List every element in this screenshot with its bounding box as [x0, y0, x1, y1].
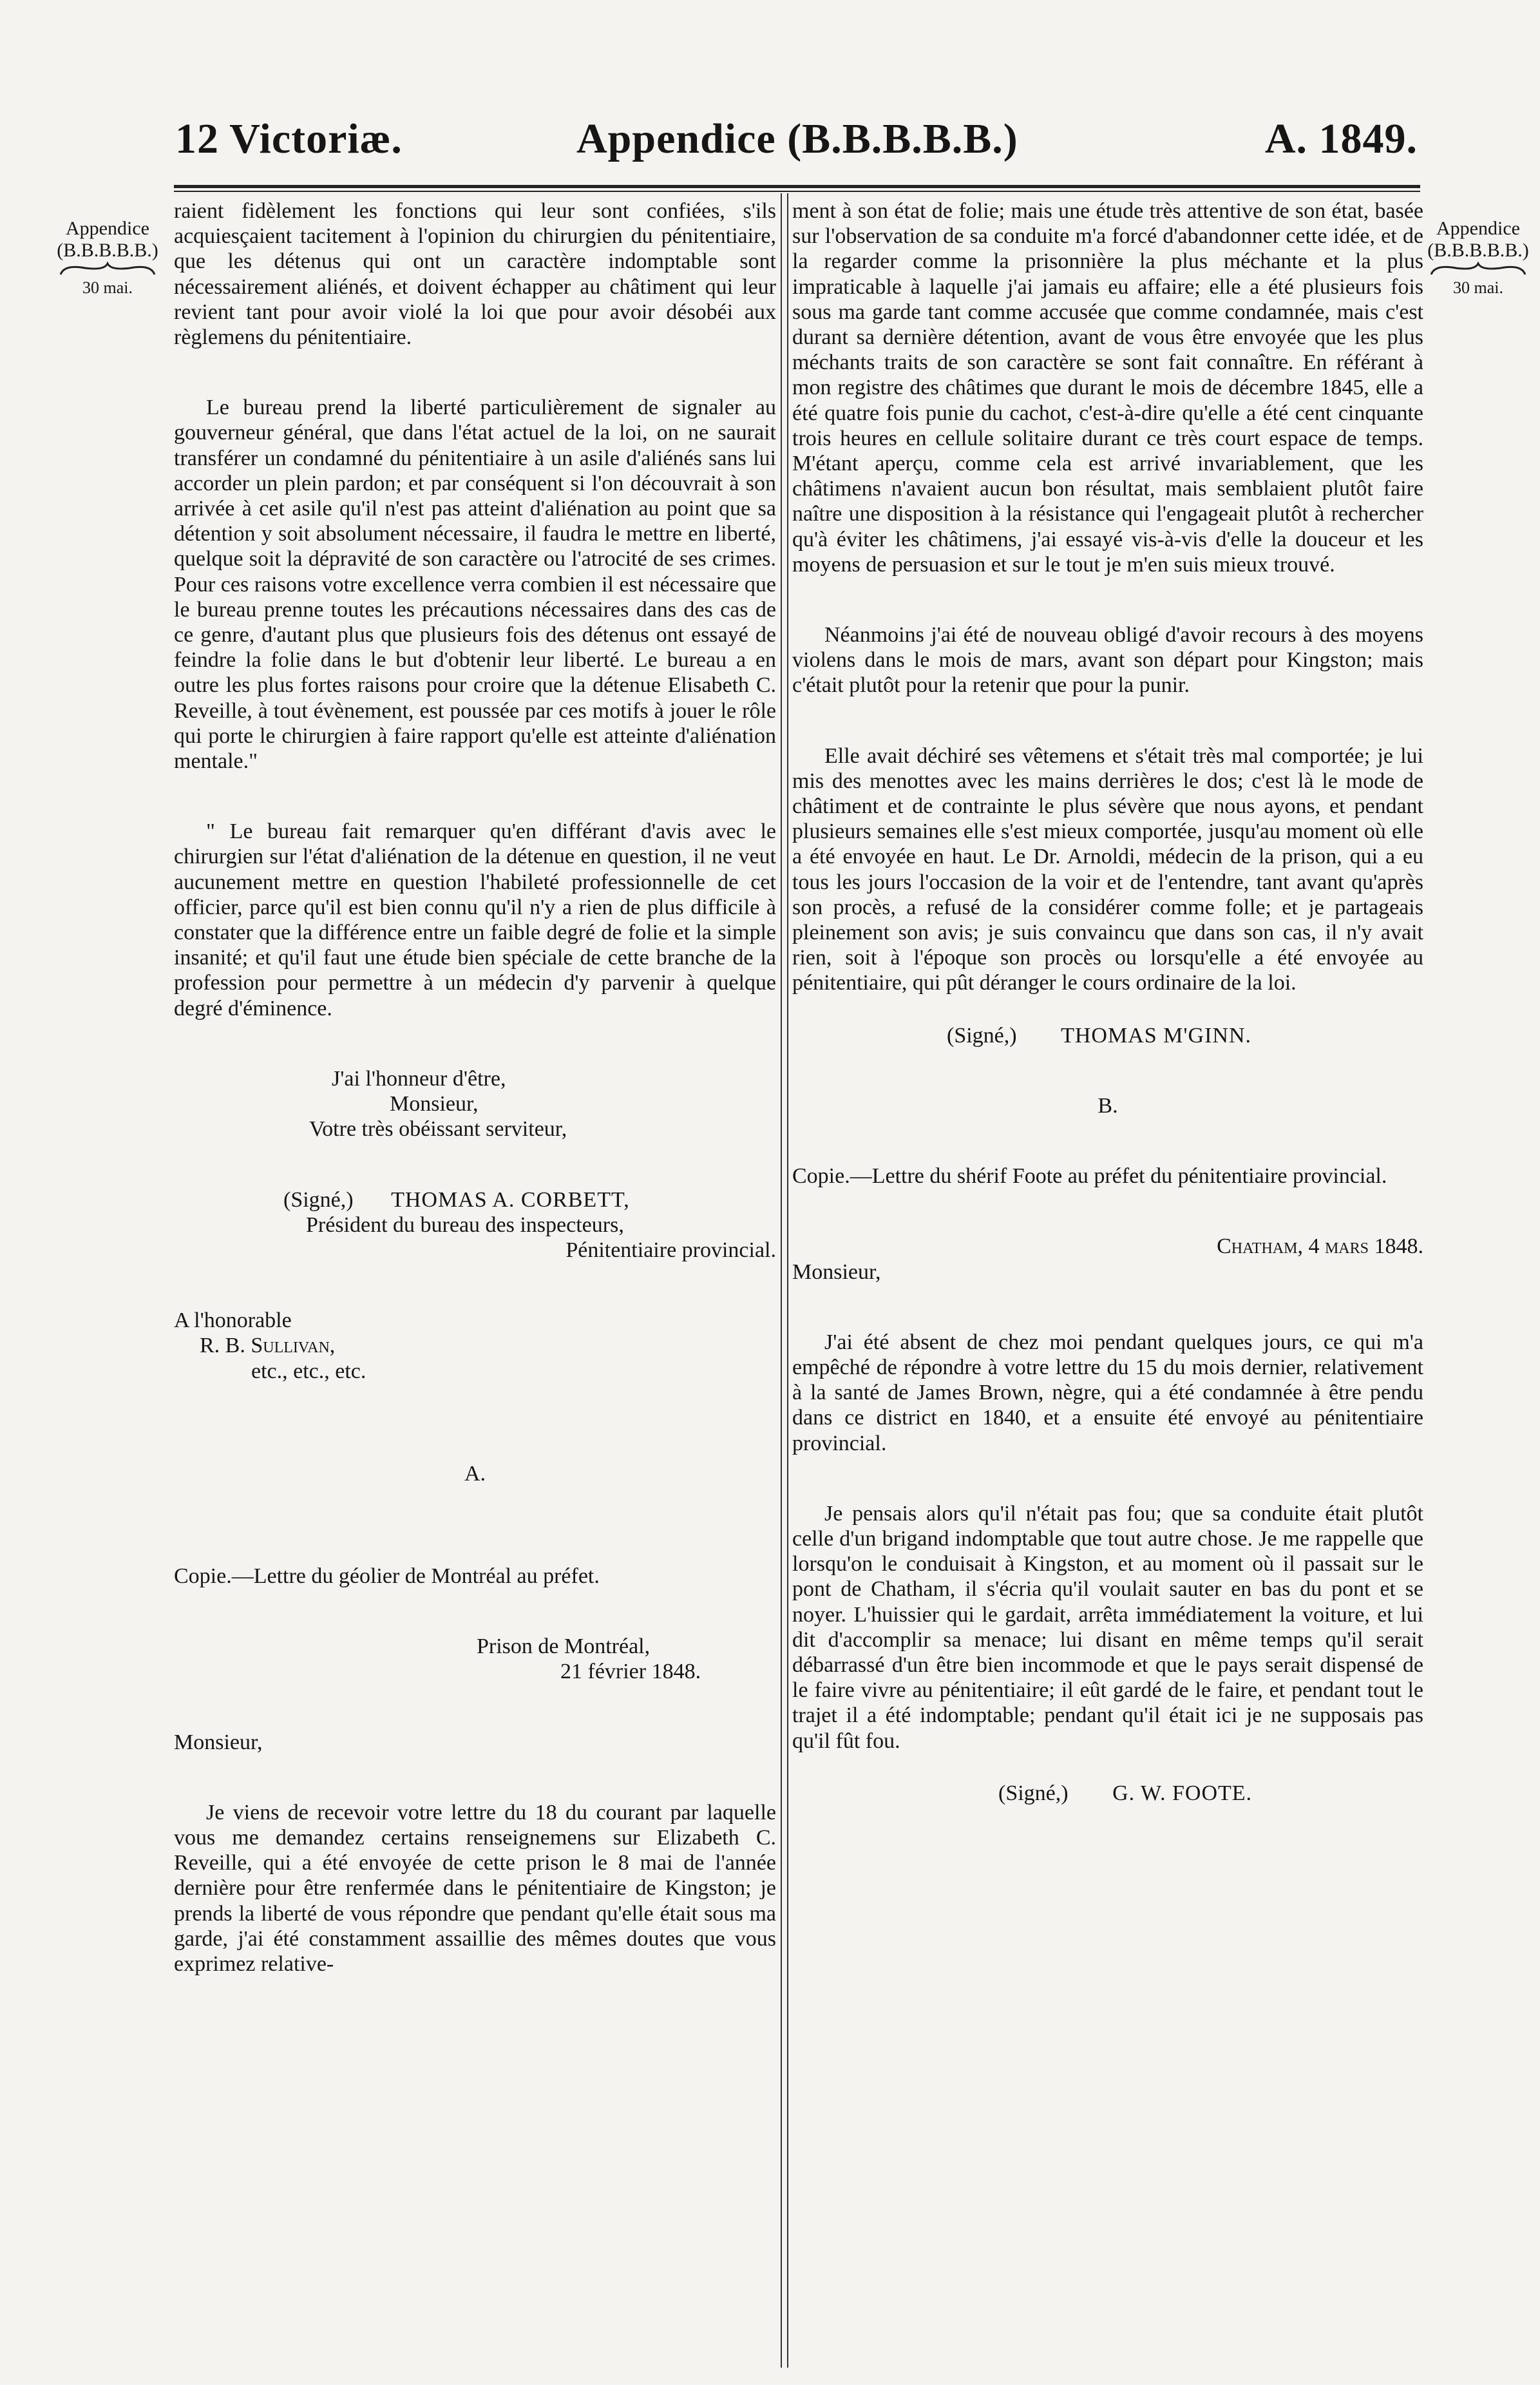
address-line: R. B. Sullivan, — [200, 1334, 336, 1358]
document-title: Copie.—Lettre du géolier de Montréal au préfet. — [174, 1564, 600, 1588]
signature-name: THOMAS A. CORBETT, — [391, 1187, 630, 1212]
paragraph: Elle avait déchiré ses vêtemens et s'était très mal comportée; je lui mis des menottes avec les mains derrières le dos; c'est là le mode de châtiment et de contrainte le plus sévère que nous ayons, et pendant plusieurs semaines elle s'est mieux comportée, jusqu'au moment où elle a été envoyée en haut. Le Dr. Arnoldi, médecin de la prison, qui a eu tous les jours l'occasion de la voir et de l'entendre, tant avant qu'après son procès, a refusé de la considérer comme folle; et je partageais pleinement son avis; je suis convaincu que dans son cas, il n'y avait rien, soit à l'époque son procès ou lorsqu'elle a été envoyée au pénitentiaire, qui pût déranger le cours ordinaire de la loi. — [792, 743, 1423, 995]
salutation: Monsieur, — [792, 1260, 881, 1284]
paragraph: Le bureau prend la liberté particulièrement de signaler au gouverneur général, que dans l'état actuel de la loi, on ne saurait transférer un condamné du pénitentiaire à un asile d'aliénés sans lui accorder un plein pardon; et par conséquent si l'on découvrait à son arrivée à cet asile qu'il n'est pas atteint d'aliénation au point que sa détention y soit absolument nécessaire, il faudra le mettre en liberté, quelque soit la dépravité de son caractère ou l'atrocité de ses crimes. Pour ces raisons votre excellence verra combien il est nécessaire que le bureau prenne toutes les précautions nécessaires dans des cas de ce genre, d'autant plus que plusieurs fois des détenus ont essayé de feindre la folie dans le but d'obtenir leur liberté. Le bureau a en outre les plus fortes raisons pour croire que la détenue Elisabeth C. Reveille, à tout évènement, est poussée par ces motifs à jouer le rôle qui porte le chirurgien à faire rapport qu'elle est atteinte d'aliénation mentale." — [174, 396, 776, 774]
signature-name: G. W. FOOTE. — [1112, 1781, 1253, 1805]
right-column — [792, 198, 1423, 1806]
paragraph: raient fidèlement les fonctions qui leur sont confiées, s'ils acquiesçaient tacitement à l'opinion du chirurgien du pénitentiaire, que les détenus qui ont un caractère indomptable sont nécessairement aliénés, et doivent échapper au châtiment qui leur revient tant pour avoir violé la loi que pour avoir désobéi aux règlemens du pénitentiaire. — [174, 199, 776, 350]
address-line: A l'honorable — [174, 1308, 292, 1333]
brace-icon — [59, 262, 156, 276]
signature-prefix: (Signé,) — [998, 1781, 1069, 1805]
margin-note-left-ref: (B.B.B.B.B.) — [57, 240, 158, 261]
section-heading: B. — [1098, 1093, 1118, 1118]
header-session: 12 Victoriæ. — [175, 115, 403, 162]
signatory-title: Pénitentiaire provincial. — [566, 1238, 776, 1262]
dateline-date: 21 février 1848. — [560, 1660, 701, 1684]
signature — [174, 1187, 776, 1212]
margin-note-right — [1417, 218, 1539, 299]
margin-note-right-date: 30 mai. — [1453, 278, 1503, 297]
address-line: etc., etc., etc. — [251, 1359, 366, 1383]
header-appendix: Appendice (B.B.B.B.B.) — [576, 115, 1018, 162]
signature-prefix: (Signé,) — [283, 1187, 354, 1212]
signature-prefix: (Signé,) — [947, 1023, 1017, 1048]
margin-note-left — [46, 218, 169, 299]
column-divider — [787, 193, 788, 2368]
signature — [792, 1023, 1423, 1048]
closing-line: J'ai l'honneur d'être, — [332, 1066, 506, 1091]
paragraph: Néanmoins j'ai été de nouveau obligé d'avoir recours à des moyens violens dans le mois de mars, avant son départ pour Kingston; mais c'était plutôt pour la retenir que pour la punir. — [792, 623, 1423, 698]
closing-line: Votre très obéissant serviteur, — [309, 1117, 567, 1142]
signature-name: THOMAS M'GINN. — [1061, 1023, 1252, 1048]
paragraph: J'ai été absent de chez moi pendant quelques jours, ce qui m'a empêché de répondre à votre lettre du 15 du mois dernier, relativement à la santé de James Brown, nègre, qui a été condamnée à être pendu dans ce district en 1840, et a ensuite été envoyé au pénitentiaire provincial. — [792, 1330, 1423, 1455]
brace-icon — [1430, 262, 1526, 276]
dateline-place: Prison de Montréal, — [477, 1634, 651, 1659]
paragraph: ment à son état de folie; mais une étude très attentive de son état, basée sur l'observation de sa conduite m'a forcé d'abandonner cette idée, et de la regarder comme la prisonnière la plus méchante et la plus impraticable à laquelle j'ai jamais eu affaire; elle a été plusieurs fois sous ma garde tant comme accusée que comme condamnée, mais c'est durant sa dernière détention, avant de vous être envoyée que les plus méchants traits de son caractère se sont fait connaître. En référant à mon registre des châtimes que durant le mois de décembre 1845, elle a été quatre fois punie du cachot, c'est-à-dire qu'elle a été cent cinquante trois heures en cellule solitaire durant ce très court espace de temps. M'étant aperçu, comme cela est arrivé invariablement, que les châtimens n'avaient aucun bon résultat, mais semblaient plutôt faire naître une disposition à la résistance qui l'engageait plutôt à rechercher qu'à éviter les châtimens, j'ai essayé vis-à-vis d'elle la douceur et les moyens de persuasion et sur le tout je m'en suis mieux trouvé. — [792, 199, 1423, 577]
document-title: Copie.—Lettre du shérif Foote au préfet du pénitentiaire provincial. — [792, 1164, 1387, 1189]
header-year: A. 1849. — [1264, 115, 1418, 162]
margin-note-right-title: Appendice — [1436, 218, 1520, 239]
section-heading: A. — [464, 1461, 486, 1486]
paragraph: Je viens de recevoir votre lettre du 18 du courant par laquelle vous me demandez certains renseignemens sur Elizabeth C. Reveille, qui a été envoyée de cette prison le 8 mai de l'année dernière pour être renfermée dans le pénitentiaire de Kingston; je prends la liberté de vous répondre que pendant qu'elle était sous ma garde, j'ai été constamment assaillie des mêmes doutes que vous exprimez relative- — [174, 1800, 776, 1976]
letter-closing — [174, 1066, 776, 1142]
paragraph: Je pensais alors qu'il n'était pas fou; que sa conduite était plutôt celle d'un brigand indomptable que tout autre chose. Je me rappelle que lorsqu'on le conduisait à Kingston, et au moment où il passait sur le pont de Chatham, il s'écria qu'il voulait sauter en bas du pont et se noyer. L'huissier qui le gardait, arrêta immédiatement la voiture, et lui dit d'accomplir sa menace; lui disant en même temps qu'il serait débarrassé d'un être bien incommode et que le pays serait dispensé de le faire vivre au pénitentiaire; il eût gardé de le faire, et pendant tout le trajet il a été indomptable; pendant qu'il était ici je ne supposais pas qu'il fût fou. — [792, 1501, 1423, 1753]
closing-line: Monsieur, — [390, 1092, 479, 1116]
left-column — [174, 198, 776, 1977]
header-rule-thin — [174, 191, 1420, 192]
margin-note-right-ref: (B.B.B.B.B.) — [1427, 240, 1529, 261]
salutation: Monsieur, — [174, 1730, 263, 1754]
signatory-title: Président du bureau des inspecteurs, — [306, 1212, 624, 1237]
margin-note-left-title: Appendice — [66, 218, 149, 239]
margin-note-left-date: 30 mai. — [82, 278, 133, 297]
header-rule-thick — [174, 185, 1420, 188]
column-divider — [781, 193, 782, 2368]
signature — [792, 1781, 1423, 1806]
dateline: Chatham, 4 mars 1848. — [1217, 1234, 1423, 1259]
paragraph: " Le bureau fait remarquer qu'en différant d'avis avec le chirurgien sur l'état d'aliénation de la détenue en question, il ne veut aucunement mettre en question l'habileté professionnelle de cet officier, parce qu'il est bien connu qu'il n'y a rien de plus difficile à constater que la différence entre un faible degré de folie et la simple insanité; et qu'il faut une étude bien spéciale de cette branche de la profession pour permettre à un médecin d'y parvenir à quelque degré d'éminence. — [174, 819, 776, 1020]
